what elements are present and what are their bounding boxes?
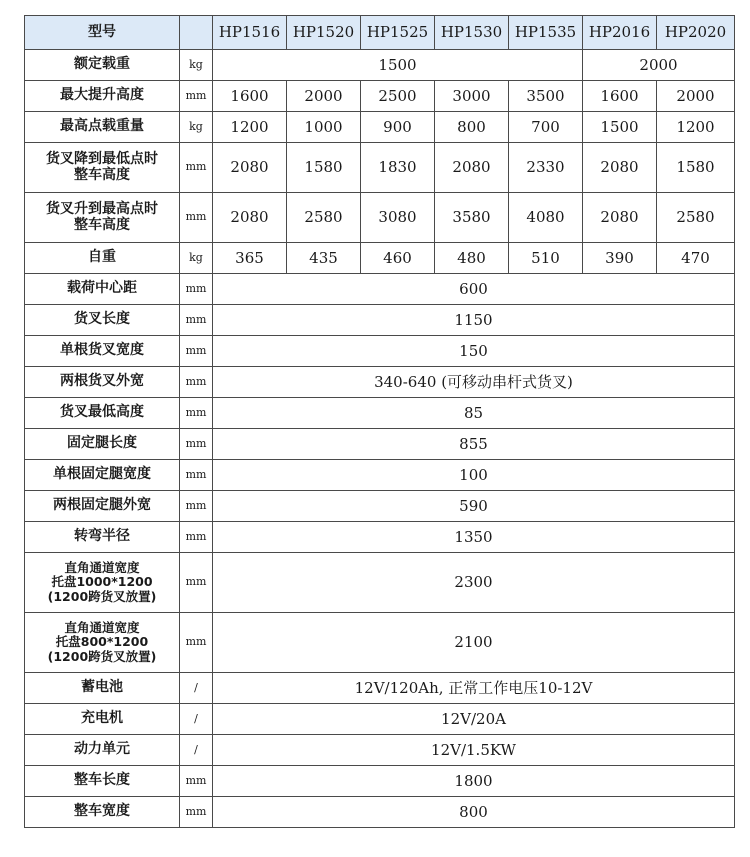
- row-label: 货叉最低高度: [25, 398, 180, 429]
- row-label-line: 整车高度: [74, 166, 130, 183]
- value-cell: 900: [361, 112, 435, 143]
- value-cell: 800: [213, 797, 735, 828]
- value-cell: 1580: [287, 143, 361, 193]
- row-label: 固定腿长度: [25, 429, 180, 460]
- value-cell: 2000: [287, 81, 361, 112]
- row-label: 额定载重: [25, 50, 180, 81]
- table-row: [25, 613, 735, 673]
- table-row: [25, 50, 735, 81]
- unit-cell: mm: [180, 553, 213, 613]
- unit-cell: kg: [180, 243, 213, 274]
- value-cell: 4080: [509, 193, 583, 243]
- value-cell: 1200: [657, 112, 735, 143]
- unit-cell: mm: [180, 797, 213, 828]
- row-label-line: (1200跨货叉放置): [47, 588, 157, 604]
- value-cell: 470: [657, 243, 735, 274]
- value-cell: 2080: [583, 143, 657, 193]
- model-cell: HP1535: [509, 16, 583, 50]
- unit-header-cell: [180, 16, 213, 50]
- model-cell: HP2016: [583, 16, 657, 50]
- value-cell: 1000: [287, 112, 361, 143]
- row-label: 单根货叉宽度: [25, 336, 180, 367]
- unit-cell: mm: [180, 491, 213, 522]
- value-cell: 1830: [361, 143, 435, 193]
- table-row: [25, 553, 735, 613]
- value-cell: 460: [361, 243, 435, 274]
- value-cell: 100: [213, 460, 735, 491]
- row-label: 整车长度: [25, 766, 180, 797]
- value-cell: 2500: [361, 81, 435, 112]
- unit-cell: /: [180, 673, 213, 704]
- value-cell: 3080: [361, 193, 435, 243]
- table-row: [25, 112, 735, 143]
- row-label-line: 直角通道宽度: [64, 619, 140, 635]
- row-label: 转弯半径: [25, 522, 180, 553]
- value-cell: 1150: [213, 305, 735, 336]
- value-cell: 590: [213, 491, 735, 522]
- row-label-line: 整车高度: [74, 216, 130, 233]
- value-cell: 600: [213, 274, 735, 305]
- unit-cell: mm: [180, 766, 213, 797]
- model-cell: HP1520: [287, 16, 361, 50]
- value-cell: 2000: [657, 81, 735, 112]
- value-cell: 1600: [213, 81, 287, 112]
- value-cell: 510: [509, 243, 583, 274]
- value-cell: 800: [435, 112, 509, 143]
- row-label: 整车宽度: [25, 797, 180, 828]
- table-row: [25, 274, 735, 305]
- value-cell: 365: [213, 243, 287, 274]
- unit-cell: kg: [180, 50, 213, 81]
- value-cell: 2580: [657, 193, 735, 243]
- row-label: 两根货叉外宽: [25, 367, 180, 398]
- value-cell: 3580: [435, 193, 509, 243]
- unit-cell: mm: [180, 143, 213, 193]
- value-cell: 2300: [213, 553, 735, 613]
- value-cell: 2100: [213, 613, 735, 673]
- value-cell: 2080: [213, 143, 287, 193]
- row-label: 蓄电池: [25, 673, 180, 704]
- table-row: [25, 367, 735, 398]
- table-row: [25, 336, 735, 367]
- value-cell: 2000: [583, 50, 735, 81]
- value-cell: 3000: [435, 81, 509, 112]
- value-cell: 1580: [657, 143, 735, 193]
- value-cell: 390: [583, 243, 657, 274]
- row-label: 充电机: [25, 704, 180, 735]
- table-row: [25, 704, 735, 735]
- value-cell: 1500: [583, 112, 657, 143]
- table-row: [25, 735, 735, 766]
- unit-cell: kg: [180, 112, 213, 143]
- unit-cell: mm: [180, 522, 213, 553]
- unit-cell: mm: [180, 613, 213, 673]
- table-row: [25, 522, 735, 553]
- row-label: 货叉长度: [25, 305, 180, 336]
- table-row: [25, 305, 735, 336]
- row-label: [25, 553, 180, 613]
- table-row: [25, 193, 735, 243]
- model-cell: HP2020: [657, 16, 735, 50]
- unit-cell: mm: [180, 193, 213, 243]
- table-row: [25, 797, 735, 828]
- table-row: [25, 491, 735, 522]
- unit-cell: /: [180, 704, 213, 735]
- table-row: [25, 460, 735, 491]
- value-cell: 480: [435, 243, 509, 274]
- value-cell: 85: [213, 398, 735, 429]
- unit-cell: mm: [180, 81, 213, 112]
- value-cell: 1500: [213, 50, 583, 81]
- spec-table: [24, 15, 735, 828]
- value-cell: 1350: [213, 522, 735, 553]
- table-row: [25, 243, 735, 274]
- value-cell: 12V/1.5KW: [213, 735, 735, 766]
- row-label-line: 直角通道宽度: [64, 559, 140, 575]
- value-cell: 12V/120Ah, 正常工作电压10-12V: [213, 673, 735, 704]
- value-cell: 700: [509, 112, 583, 143]
- unit-cell: mm: [180, 274, 213, 305]
- value-cell: 2080: [213, 193, 287, 243]
- value-cell: 150: [213, 336, 735, 367]
- table-row: [25, 143, 735, 193]
- unit-cell: mm: [180, 367, 213, 398]
- value-cell: 2080: [435, 143, 509, 193]
- value-cell: 2580: [287, 193, 361, 243]
- table-row: [25, 766, 735, 797]
- value-cell: 2080: [583, 193, 657, 243]
- table-row: [25, 429, 735, 460]
- row-label: 两根固定腿外宽: [25, 491, 180, 522]
- model-cell: HP1525: [361, 16, 435, 50]
- value-cell: 855: [213, 429, 735, 460]
- model-label: 型号: [25, 16, 180, 50]
- row-label-line: 货叉升到最高点时: [46, 200, 158, 217]
- table-row: [25, 673, 735, 704]
- unit-cell: mm: [180, 429, 213, 460]
- row-label: 单根固定腿宽度: [25, 460, 180, 491]
- row-label: 载荷中心距: [25, 274, 180, 305]
- value-cell: 435: [287, 243, 361, 274]
- row-label: 最大提升高度: [25, 81, 180, 112]
- table-row: [25, 398, 735, 429]
- header-row: [25, 16, 735, 50]
- row-label: 最高点载重量: [25, 112, 180, 143]
- unit-cell: mm: [180, 305, 213, 336]
- row-label: 自重: [25, 243, 180, 274]
- row-label-line: 托盘800*1200: [55, 634, 149, 650]
- value-cell: 1200: [213, 112, 287, 143]
- row-label: [25, 143, 180, 193]
- value-cell: 1800: [213, 766, 735, 797]
- unit-cell: /: [180, 735, 213, 766]
- unit-cell: mm: [180, 460, 213, 491]
- row-label: [25, 613, 180, 673]
- model-cell: HP1530: [435, 16, 509, 50]
- value-cell: 12V/20A: [213, 704, 735, 735]
- value-cell: 2330: [509, 143, 583, 193]
- row-label: 动力单元: [25, 735, 180, 766]
- value-cell: 3500: [509, 81, 583, 112]
- model-cell: HP1516: [213, 16, 287, 50]
- row-label-line: 货叉降到最低点时: [46, 150, 158, 167]
- unit-cell: mm: [180, 336, 213, 367]
- unit-cell: mm: [180, 398, 213, 429]
- row-label-line: 托盘1000*1200: [51, 574, 153, 590]
- value-cell: 1600: [583, 81, 657, 112]
- row-label: [25, 193, 180, 243]
- table-row: [25, 81, 735, 112]
- value-cell: 340-640 (可移动串杆式货叉): [213, 367, 735, 398]
- row-label-line: (1200跨货叉放置): [47, 648, 157, 664]
